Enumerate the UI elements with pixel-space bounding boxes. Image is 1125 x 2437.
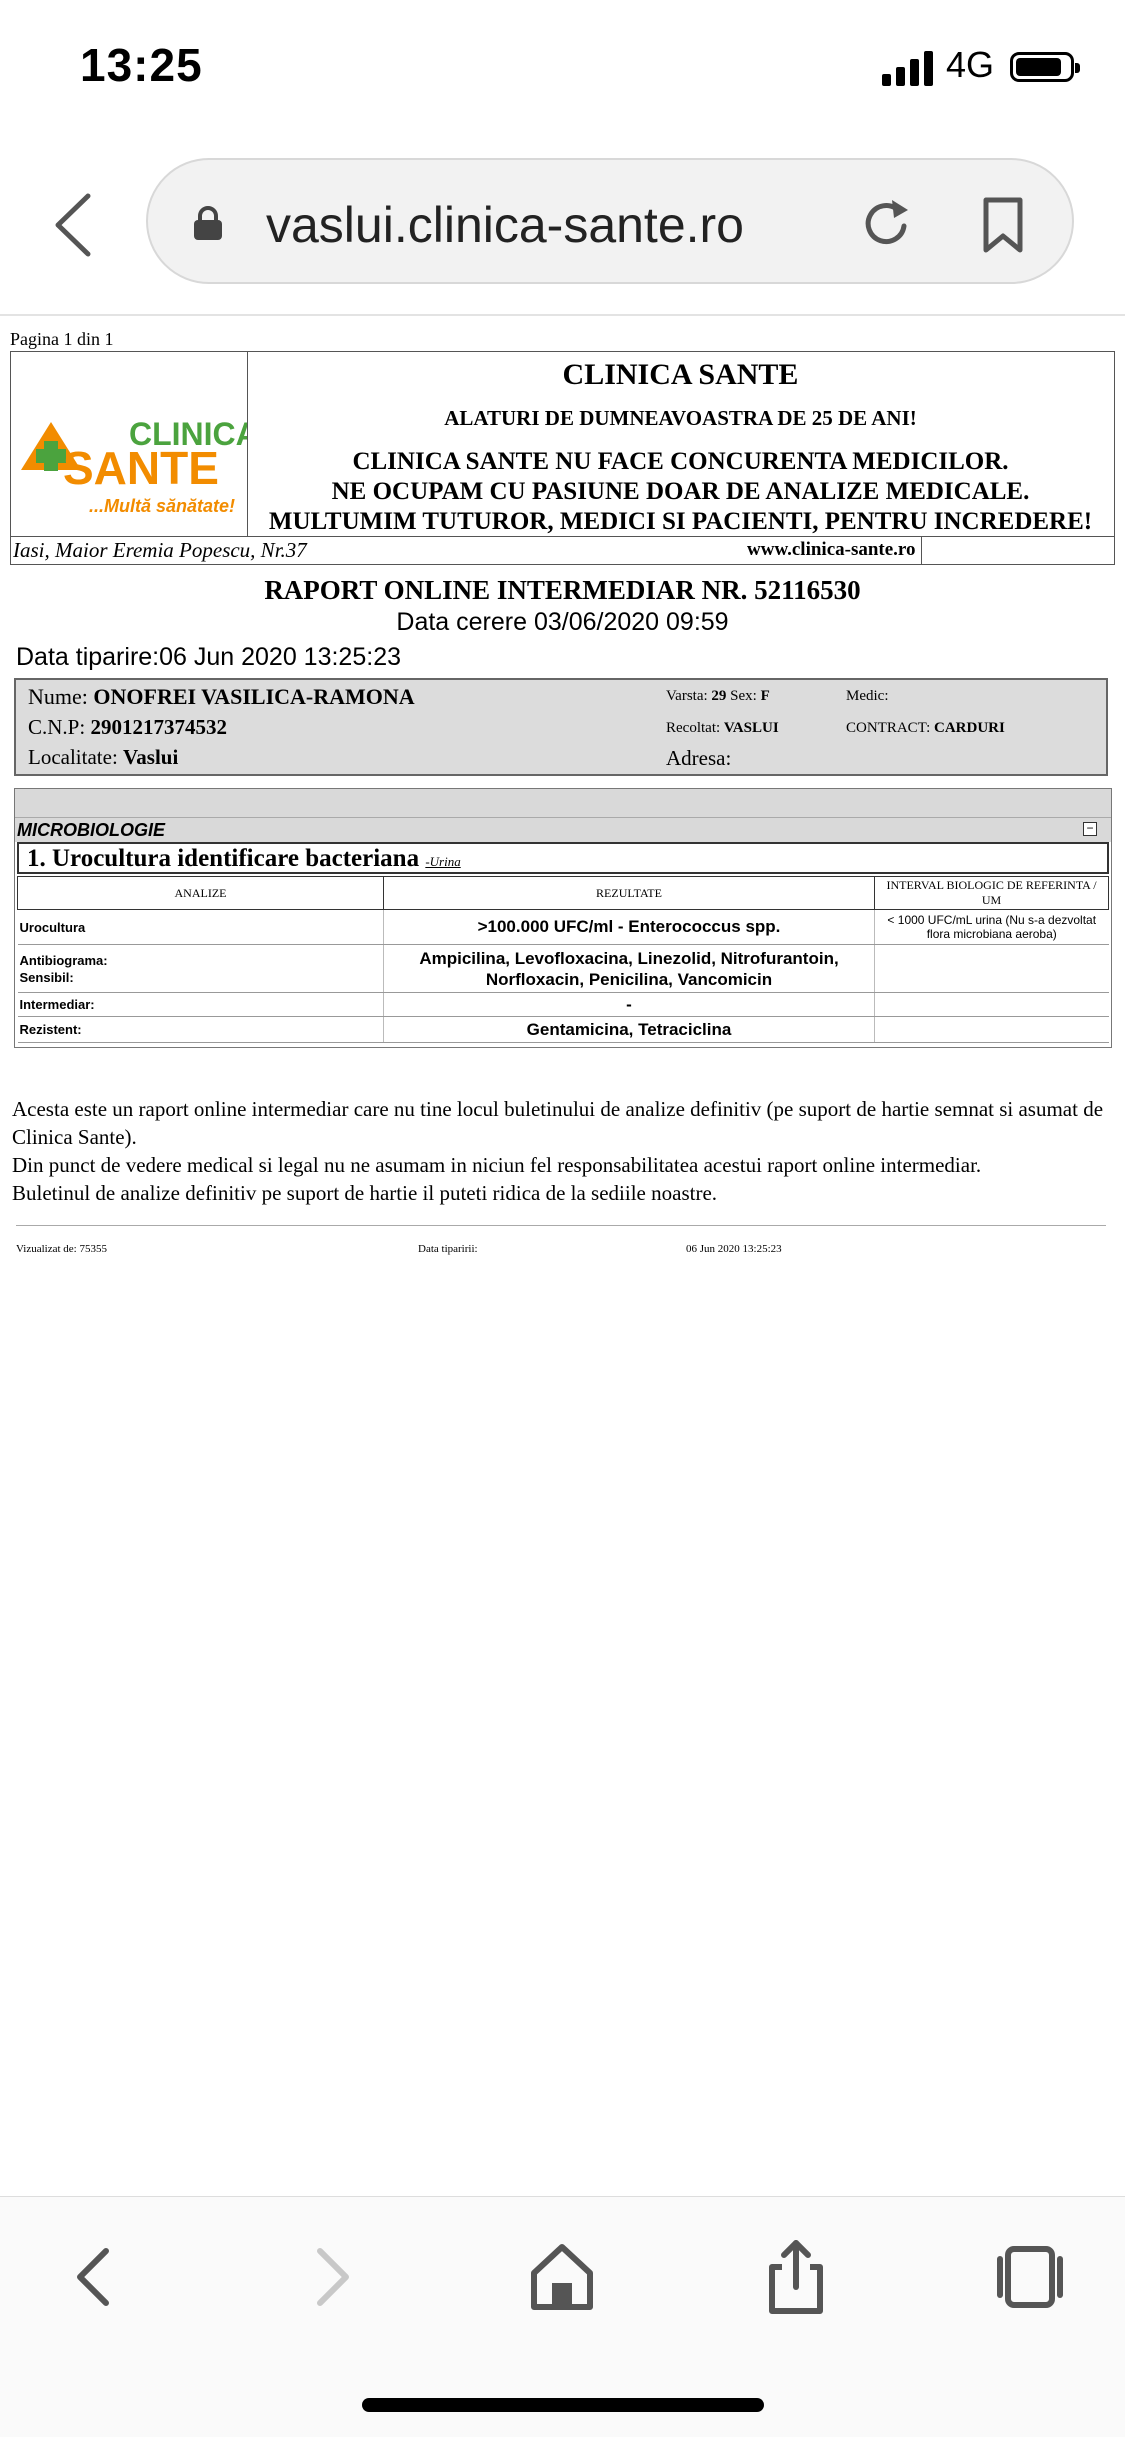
home-icon[interactable] [522,2237,602,2317]
patient-cnp: 2901217374532 [90,715,227,739]
test-title: 1. Urocultura identificare bacteriana -Urina [17,842,1109,874]
back-icon[interactable] [56,2237,136,2317]
url-bar[interactable] [146,158,1074,284]
patient-age-sex: Varsta: 29 Sex: F [666,688,770,704]
column-header: REZULTATE [384,877,875,910]
column-header: INTERVAL BIOLOGIC DE REFERINTA / UM [875,877,1109,910]
network-type: 4G [946,44,995,85]
header-line-3: MULTUMIM TUTUROR, MEDICI SI PACIENTI, PENTRU INCREDERE! [268,508,1093,535]
patient-name: ONOFREI VASILICA-RAMONA [93,684,415,709]
collapse-icon[interactable]: − [1083,822,1097,836]
patient-locality: Vaslui [123,745,179,769]
url-text[interactable]: vaslui.clinica-sante.ro [266,197,744,253]
results-section [14,788,1112,1048]
signal-icon [882,50,934,86]
table-row: Urocultura >100.000 UFC/ml - Enterococcus spp. < 1000 UFC/mL urina (Nu s-a dezvoltat flora microbiana aeroba) [18,910,1109,945]
print-date: Data tiparire:06 Jun 2020 13:25:23 [16,643,401,671]
report-header [10,351,1115,537]
battery-icon [1010,52,1074,82]
divider [0,314,1125,316]
status-bar [0,0,1125,140]
disclaimer-note: Acesta este un raport online intermediar care nu tine locul buletinului de analize definitiv (pe suport de hartie semnat si asumat de Clinica Sante). Din punct de vedere medical si legal nu ne asumam in niciun fel responsabilitatea acestui raport online intermediar. Buletinul de analize definitiv pe suport de hartie il puteti ridica de la sediile noastre. [12,1097,1104,1205]
logo-tagline: ...Multă sănătate! [89,496,236,516]
clinic-logo [11,352,248,536]
clinic-website[interactable]: www.clinica-sante.ro [747,539,916,560]
print-value: 06 Jun 2020 13:25:23 [686,1243,782,1255]
header-line-2: NE OCUPAM CU PASIUNE DOAR DE ANALIZE MEDICALE. [331,478,1030,505]
reload-icon[interactable] [858,196,914,252]
results-table [17,876,1109,1043]
patient-collected: Recoltat: VASLUI [666,720,779,736]
patient-locality-line: Localitate: Vaslui [28,745,179,769]
header-line-1: CLINICA SANTE NU FACE CONCURENTA MEDICILOR. [352,448,1009,475]
logo-text-main: SANTE [63,442,219,494]
clinic-subtitle: ALATURI DE DUMNEAVOASTRA DE 25 DE ANI! [444,406,917,430]
print-label: Data tiparirii: [418,1243,478,1255]
forward-icon[interactable] [290,2237,370,2317]
report-title: RAPORT ONLINE INTERMEDIAR NR. 52116530 [264,575,861,605]
section-name: MICROBIOLOGIE [17,820,165,840]
patient-contract: CONTRACT: CARDURI [846,720,1005,736]
status-time: 13:25 [80,39,203,91]
clinic-logo-graphic [11,352,247,536]
clinic-address: Iasi, Maior Eremia Popescu, Nr.37 [13,538,307,562]
viewed-by: Vizualizat de: 75355 [16,1243,107,1255]
logo-text-top: CLINICA [129,416,247,452]
request-date: Data cerere 03/06/2020 09:59 [396,608,729,636]
table-row: Rezistent: Gentamicina, Tetraciclina [18,1017,1109,1043]
patient-cnp-line: C.N.P: 2901217374532 [28,715,227,739]
address-row [10,537,1115,565]
page-indicator: Pagina 1 din 1 [10,329,114,349]
patient-address-label: Adresa: [666,746,732,770]
table-row: Intermediar: - [18,993,1109,1017]
lock-icon [192,206,224,240]
specimen-label: -Urina [425,854,461,869]
column-header: ANALIZE [18,877,384,910]
clinic-title: CLINICA SANTE [562,358,799,391]
patient-info-box [14,678,1108,776]
tabs-icon[interactable] [990,2237,1070,2317]
patient-doctor-label: Medic: [846,688,889,704]
back-icon[interactable] [48,190,108,260]
home-indicator[interactable] [362,2398,764,2412]
bookmark-icon[interactable] [978,196,1028,254]
share-icon[interactable] [756,2237,836,2317]
table-row: Antibiograma: Sensibil: Ampicilina, Levofloxacina, Linezolid, Nitrofurantoin, Norfloxacin, Penicilina, Vancomicin [18,945,1109,993]
patient-name-line: Nume: ONOFREI VASILICA-RAMONA [28,684,415,709]
section-header [15,817,1111,842]
